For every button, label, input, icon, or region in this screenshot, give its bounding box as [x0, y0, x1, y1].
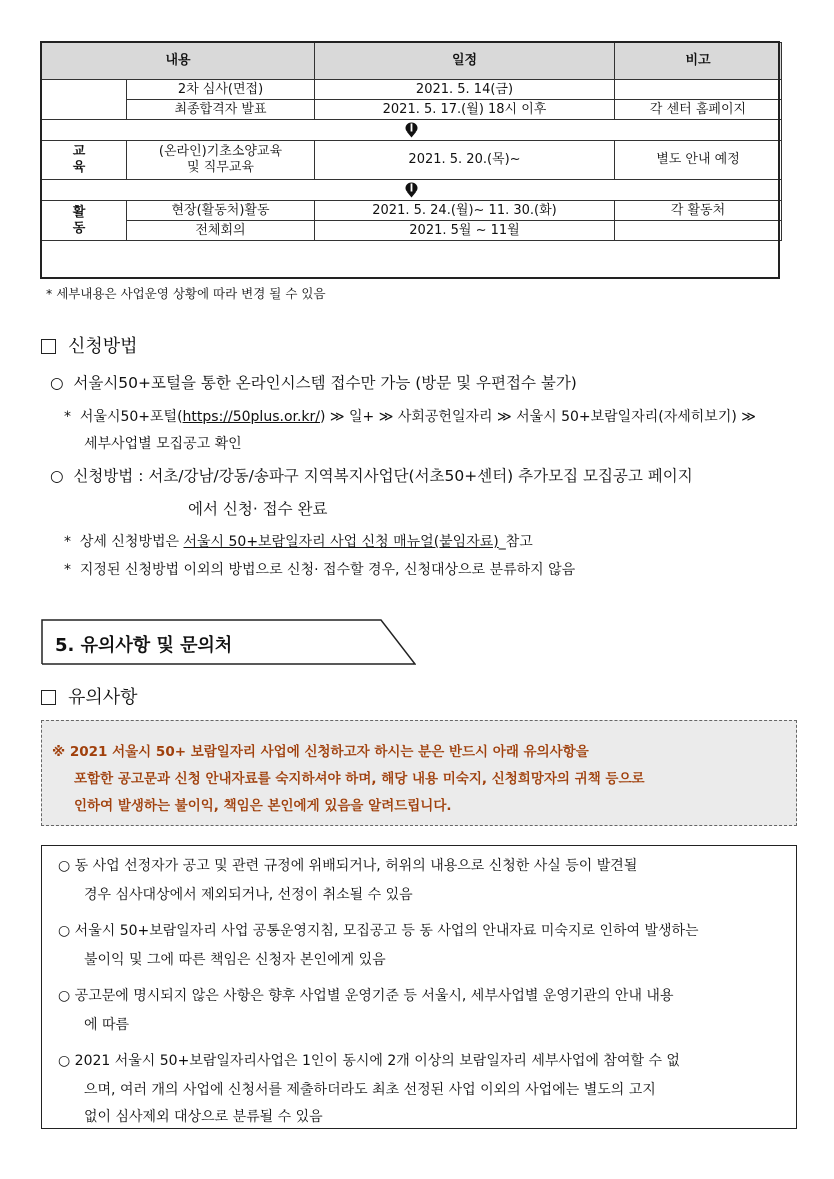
rule-3-line-1: ○ 공고문에 명시되지 않은 사항은 향후 사업별 운영기준 등 서울시, 세부사업별 운영기관의 안내 내용 — [58, 988, 674, 1004]
cell-note: 각 센터 홈페이지 — [615, 100, 782, 120]
category-activity: 활 동 — [42, 201, 127, 241]
rule-4-line-2: 으며, 여러 개의 사업에 신청서를 제출하더라도 최초 선정된 사업 이외의 사업에는 별도의 고지 — [84, 1082, 656, 1098]
table-row — [42, 201, 782, 221]
star-bullet-icon: * — [64, 562, 71, 578]
star-bullet-icon: * — [64, 409, 71, 425]
table-row — [42, 80, 782, 100]
notice-line-2: 포함한 공고문과 신청 안내자료를 숙지하셔야 하며, 해당 내용 미숙지, 신청희망자의 귀책 등으로 — [74, 771, 645, 787]
arrow-row — [42, 180, 782, 201]
apply-sub-3: * 지정된 신청방법 이외의 방법으로 신청· 접수할 경우, 신청대상으로 분류하지 않음 — [64, 562, 576, 578]
category-education: 교 육 — [42, 141, 127, 180]
apply-item-2: ○ 신청방법 : 서초/강남/강동/송파구 지역복지사업단(서초50+센터) 추가모집 모집공고 페이지 — [50, 467, 693, 485]
table-header-row — [42, 43, 782, 80]
notice-line-1: ※ 2021 서울시 50+ 보람일자리 사업에 신청하고자 하시는 분은 반드시 아래 유의사항을 — [52, 744, 589, 760]
rule-1-line-2: 경우 심사대상에서 제외되거나, 선정이 취소될 수 있음 — [84, 887, 413, 903]
apply-item-1: ○ 서울시50+포털을 통한 온라인시스템 접수만 가능 (방문 및 우편접수 불가) — [50, 374, 577, 392]
table-footnote: * 세부내용은 사업운영 상황에 따라 변경 될 수 있음 — [46, 286, 326, 301]
cell-note: 각 활동처 — [615, 201, 782, 221]
cell-note — [615, 221, 782, 241]
empty-category-cell — [42, 80, 127, 120]
table-row — [42, 221, 782, 241]
rule-1-line-1: ○ 동 사업 선정자가 공고 및 관련 규정에 위배되거나, 허위의 내용으로 신청한 사실 등이 발견될 — [58, 858, 638, 874]
notice-line-3: 인하여 발생하는 불이익, 책임은 본인에게 있음을 알려드립니다. — [74, 798, 452, 814]
header-content: 내용 — [42, 43, 315, 80]
portal-link[interactable]: https://50plus.or.kr/ — [182, 409, 321, 425]
down-arrow-icon — [405, 182, 418, 198]
cell-date: 2021. 5. 20.(목)~ — [315, 141, 615, 180]
header-note: 비고 — [615, 43, 782, 80]
section-5-heading: 5. 유의사항 및 문의처 — [55, 635, 233, 656]
cell-date: 2021. 5월 ~ 11월 — [315, 221, 615, 241]
arrow-row — [42, 120, 782, 141]
cell-content: 2차 심사(면접) — [127, 80, 315, 100]
education-row — [42, 141, 782, 180]
down-arrow-icon — [405, 122, 418, 138]
manual-link[interactable]: 서울시 50+보람일자리 사업 신청 매뉴얼(붙임자료) — [183, 534, 499, 550]
notice-section-title: 유의사항 — [41, 683, 138, 709]
cell-date: 2021. 5. 17.(월) 18시 이후 — [315, 100, 615, 120]
rule-2-line-1: ○ 서울시 50+보람일자리 사업 공통운영지침, 모집공고 등 동 사업의 안내자료 미숙지로 인하여 발생하는 — [58, 923, 699, 939]
cell-content: 전체회의 — [127, 221, 315, 241]
header-date: 일정 — [315, 43, 615, 80]
apply-section-title: 신청방법 — [41, 332, 138, 358]
square-bullet-icon — [41, 339, 56, 354]
square-bullet-icon — [41, 690, 56, 705]
cell-note: 별도 안내 예정 — [615, 141, 782, 180]
cell-date: 2021. 5. 24.(월)~ 11. 30.(화) — [315, 201, 615, 221]
apply-sub-2: * 상세 신청방법은 서울시 50+보람일자리 사업 신청 매뉴얼(붙임자료)_참고 — [64, 534, 533, 550]
apply-sub-1-line2: 세부사업별 모집공고 확인 — [84, 436, 242, 452]
apply-item-2-line2: 에서 신청· 접수 완료 — [188, 500, 328, 518]
schedule-table — [41, 42, 782, 241]
cell-date: 2021. 5. 14(금) — [315, 80, 615, 100]
circle-bullet-icon: ○ — [50, 467, 64, 485]
rule-4-line-3: 없이 심사제외 대상으로 분류될 수 있음 — [84, 1109, 323, 1125]
apply-sub-1: * 서울시50+포털(https://50plus.or.kr/) ≫ 일+ ≫ 사회공헌일자리 ≫ 서울시 50+보람일자리(자세히보기) ≫ — [64, 409, 756, 425]
rule-4-line-1: ○ 2021 서울시 50+보람일자리사업은 1인이 동시에 2개 이상의 보람일자리 세부사업에 참여할 수 없 — [58, 1053, 680, 1069]
circle-bullet-icon: ○ — [50, 374, 64, 392]
rule-3-line-2: 에 따름 — [84, 1017, 130, 1033]
cell-content: (온라인)기초소양교육 및 직무교육 — [127, 141, 315, 180]
cell-content: 최종합격자 발표 — [127, 100, 315, 120]
star-bullet-icon: * — [64, 534, 71, 550]
cell-content: 현장(활동처)활동 — [127, 201, 315, 221]
cell-note — [615, 80, 782, 100]
table-row — [42, 100, 782, 120]
rule-2-line-2: 불이익 및 그에 따른 책임은 신청자 본인에게 있음 — [84, 952, 386, 968]
